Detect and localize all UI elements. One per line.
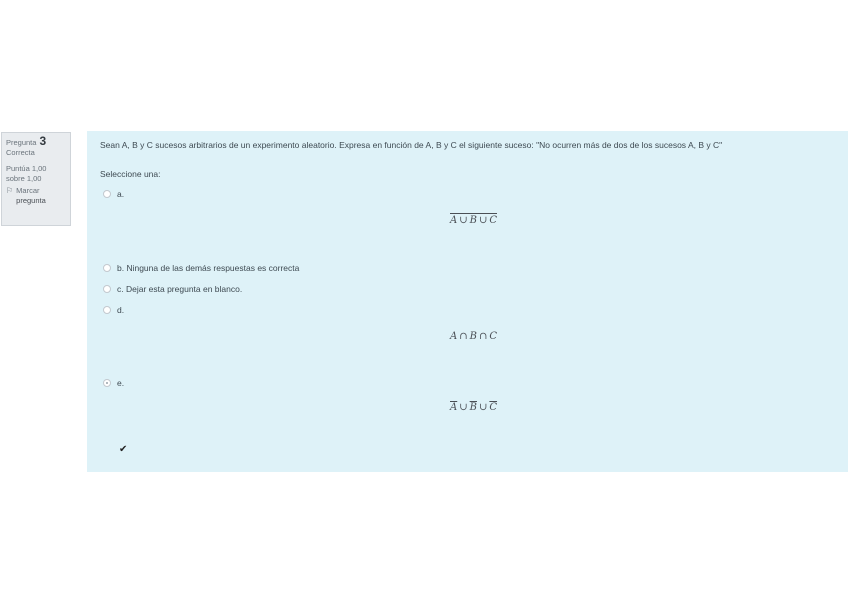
formula-d-C: C bbox=[489, 331, 498, 342]
formula-d-B: B bbox=[469, 331, 477, 342]
option-e-label: e. bbox=[117, 378, 125, 388]
radio-option-b[interactable] bbox=[103, 264, 111, 272]
score-line-2: sobre 1,00 bbox=[6, 174, 42, 183]
option-b-label: b. Ninguna de las demás respuestas es correcta bbox=[117, 263, 300, 273]
question-number bbox=[6, 136, 66, 148]
flag-question-button[interactable] bbox=[6, 186, 66, 206]
answer-option-d[interactable] bbox=[103, 305, 124, 315]
formula-option-a bbox=[450, 215, 497, 226]
radio-option-e[interactable] bbox=[103, 379, 111, 387]
formula-a-overline-group bbox=[450, 213, 497, 226]
score-line-1: Puntúa 1,00 bbox=[6, 164, 47, 173]
answer-option-a[interactable] bbox=[103, 189, 124, 199]
option-c-label: c. Dejar esta pregunta en blanco. bbox=[117, 284, 243, 294]
flag-label-line1: Marcar bbox=[16, 186, 40, 195]
flag-label-line2: pregunta bbox=[16, 196, 46, 205]
formula-e-A: $\overline{A}$ bbox=[450, 402, 458, 413]
answer-option-e[interactable] bbox=[103, 378, 124, 388]
formula-d-op2: ∩ bbox=[478, 331, 488, 342]
flag-icon: ⚐ bbox=[6, 186, 14, 195]
question-status: Correcta bbox=[6, 148, 35, 157]
question-number-value: 3 bbox=[39, 134, 47, 148]
formula-d-A: A bbox=[450, 331, 458, 342]
radio-option-c[interactable] bbox=[103, 285, 111, 293]
formula-e-op1: ∪ bbox=[459, 402, 468, 413]
question-text: Sean A, B y C sucesos arbitrarios de un experimento aleatorio. Expresa en función de A, B y C el siguiente suceso: "No ocurren más de dos de los sucesos A, B y C" bbox=[100, 140, 723, 150]
formula-d-op1: ∩ bbox=[459, 331, 468, 342]
answer-prompt: Seleccione una: bbox=[100, 169, 161, 179]
formula-e-B: $\overline{B}$ bbox=[469, 402, 477, 413]
correct-check-icon: ✔ bbox=[119, 444, 128, 455]
formula-a-B: B bbox=[469, 215, 477, 226]
formula-option-d bbox=[450, 331, 497, 342]
question-info-panel bbox=[1, 132, 71, 226]
formula-option-e bbox=[450, 402, 497, 413]
option-d-label: d. bbox=[117, 305, 125, 315]
question-label: Pregunta bbox=[6, 138, 37, 147]
radio-option-a[interactable] bbox=[103, 190, 111, 198]
formula-a-op1: ∪ bbox=[459, 215, 468, 226]
formula-a-C: C bbox=[489, 215, 498, 226]
formula-a-op2: ∪ bbox=[478, 215, 488, 226]
answer-option-b[interactable] bbox=[103, 263, 299, 273]
formula-a-A: A bbox=[450, 215, 458, 226]
formula-e-C: $\overline{C}$ bbox=[489, 402, 498, 413]
radio-option-d[interactable] bbox=[103, 306, 111, 314]
question-content bbox=[87, 131, 848, 472]
formula-e-op2: ∪ bbox=[478, 402, 488, 413]
answer-option-c[interactable] bbox=[103, 284, 242, 294]
option-a-label: a. bbox=[117, 189, 125, 199]
